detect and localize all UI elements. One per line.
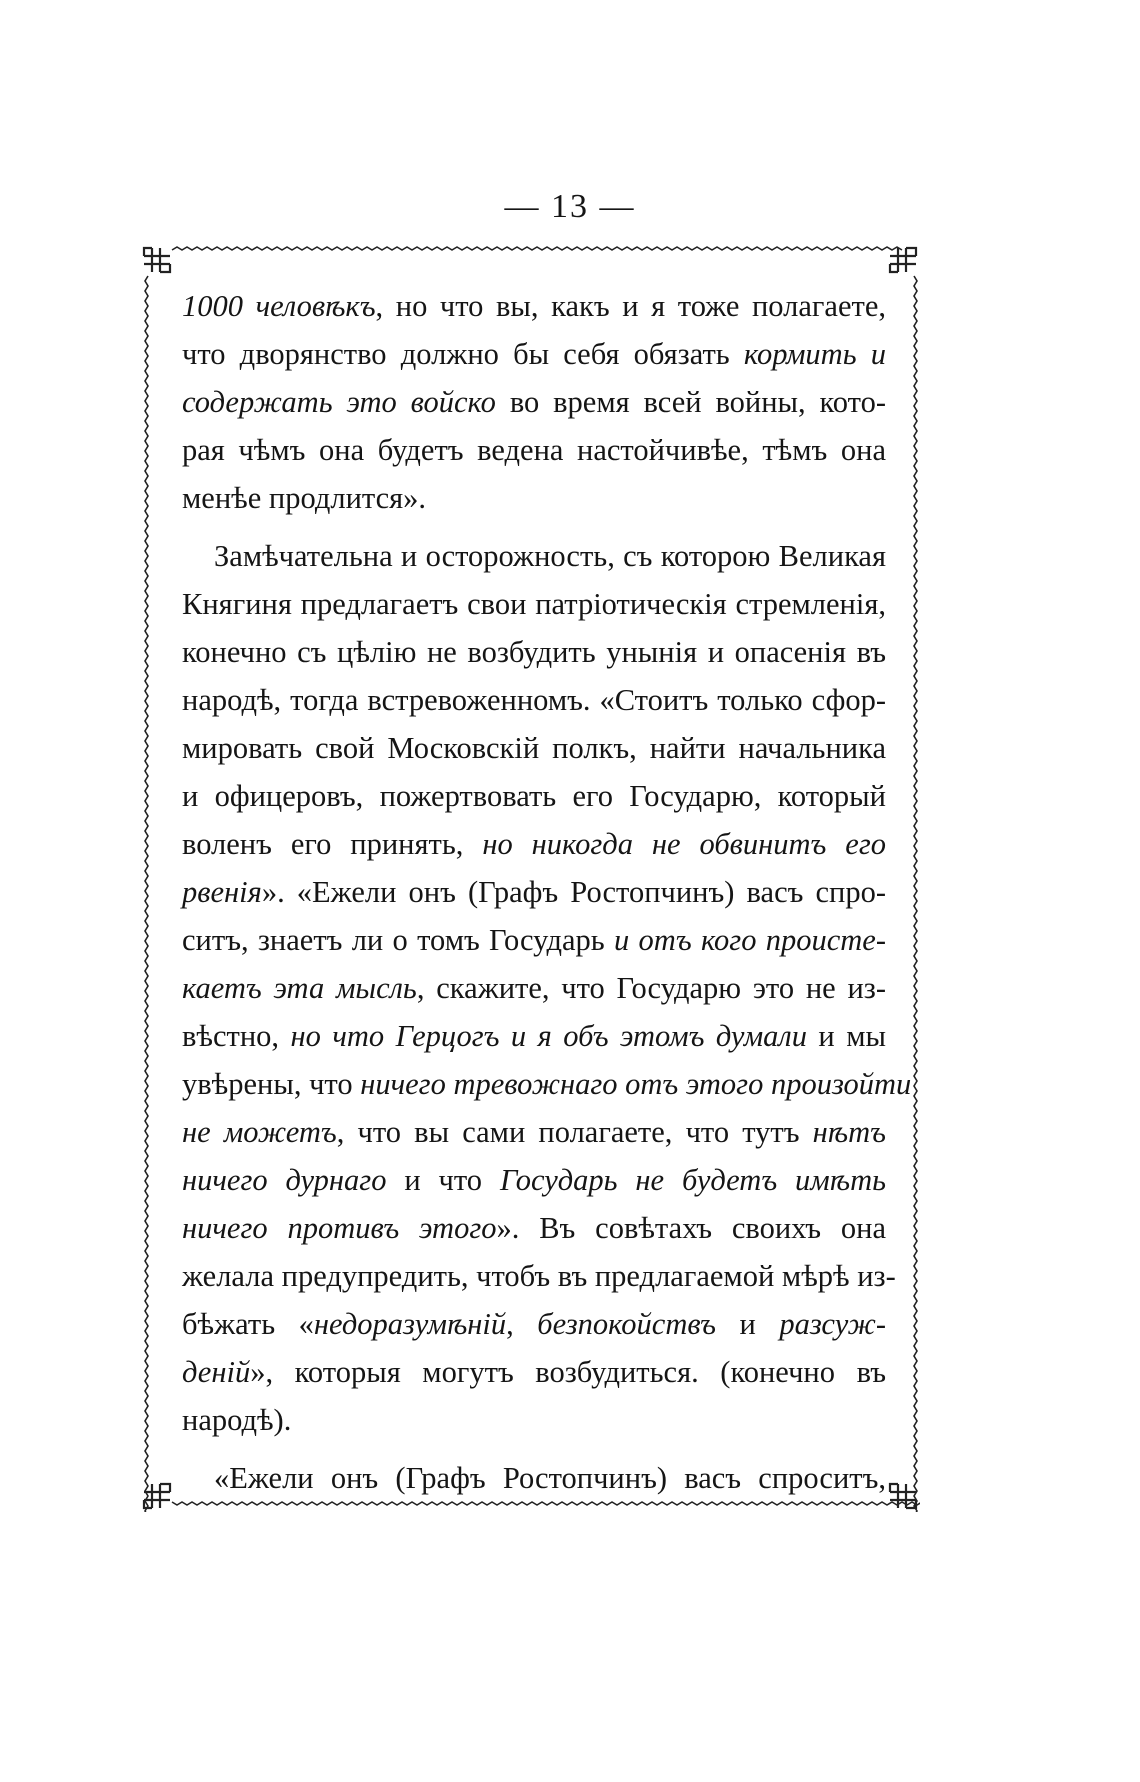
text-line xyxy=(182,1204,886,1252)
text-span: и что xyxy=(386,1163,500,1197)
text-italic: но никогда не обвинитъ его xyxy=(482,827,886,861)
text-span: воленъ его принять, xyxy=(182,827,483,861)
text-line xyxy=(182,580,886,628)
text-line xyxy=(182,532,886,580)
text-line xyxy=(182,1060,912,1108)
corner-ornament-top-left xyxy=(144,248,170,272)
paragraph-2 xyxy=(182,532,912,1444)
text-line xyxy=(182,378,886,426)
text-span: бѣжать « xyxy=(182,1307,314,1341)
text-span: желала предупредить, чтобъ въ предлагаемой мѣрѣ из- xyxy=(182,1259,896,1293)
text-line xyxy=(182,1156,886,1204)
text-line xyxy=(182,1454,886,1502)
text-span: мировать свой Московскій полкъ, найти начальника xyxy=(182,731,886,765)
text-line xyxy=(182,1396,886,1444)
text-line xyxy=(182,1300,886,1348)
text-span: ». Въ совѣтахъ своихъ она xyxy=(496,1211,886,1245)
text-span: , но что вы, какъ и я тоже полагаете, xyxy=(375,289,886,323)
text-span: », которыя могутъ возбудиться. (конечно въ xyxy=(250,1355,886,1389)
border-left xyxy=(145,276,148,1512)
text-line xyxy=(182,1252,896,1300)
text-italic: не можетъ xyxy=(182,1115,337,1149)
text-span: конечно съ цѣлію не возбудить унынія и опасенія въ xyxy=(182,635,886,669)
text-line xyxy=(182,474,886,522)
text-line xyxy=(182,1108,886,1156)
text-span: во время всей войны, кото- xyxy=(495,385,886,419)
text-italic: разсуж- xyxy=(779,1307,887,1341)
corner-ornament-top-right xyxy=(890,248,916,272)
text-span: и мы xyxy=(806,1019,887,1053)
text-line xyxy=(182,282,886,330)
text-italic: и отъ кого происте- xyxy=(614,923,886,957)
text-line xyxy=(182,426,886,474)
text-span: вѣстно, xyxy=(182,1019,291,1053)
text-italic: кормить и xyxy=(743,337,886,371)
text-italic: ничего тревожнаго отъ этого произойти xyxy=(360,1067,912,1101)
text-italic: ничего противъ этого xyxy=(182,1211,497,1245)
text-span: народѣ, тогда встревоженномъ. «Стоитъ только сфор- xyxy=(182,683,886,717)
paragraph-3 xyxy=(182,1454,886,1502)
text-span: рая чѣмъ она будетъ ведена настойчивѣе, тѣмъ она xyxy=(182,433,886,467)
border-right xyxy=(914,276,917,1512)
text-line xyxy=(182,916,886,964)
text-line xyxy=(182,1348,886,1396)
text-line xyxy=(182,1012,886,1060)
text-line xyxy=(182,868,886,916)
corner-ornament-bottom-right xyxy=(890,1484,916,1508)
border-bottom xyxy=(172,1502,920,1505)
text-span: народѣ). xyxy=(182,1403,292,1437)
text-italic: нѣтъ xyxy=(812,1115,886,1149)
text-span: и офицеровъ, пожертвовать его Государю, который xyxy=(182,779,886,813)
text-span: и xyxy=(716,1307,780,1341)
text-line xyxy=(182,964,886,1012)
text-line xyxy=(182,820,886,868)
page-body-text xyxy=(182,282,912,1502)
text-span: Княгиня предлагаетъ свои патріотическія стремленія, xyxy=(182,587,886,621)
border-top xyxy=(172,247,902,250)
text-span: ». «Ежели онъ (Графъ Ростопчинъ) васъ спро- xyxy=(261,875,886,909)
text-italic: Государь не будетъ имѣть xyxy=(499,1163,886,1197)
text-line xyxy=(182,628,886,676)
text-italic: безпокойствъ xyxy=(537,1307,717,1341)
text-italic: деній xyxy=(182,1355,251,1389)
text-span: ситъ, знаетъ ли о томъ Государь xyxy=(182,923,614,957)
text-italic: 1000 человѣкъ xyxy=(182,289,376,323)
text-span: менѣе продлится». xyxy=(182,481,427,515)
text-italic: недоразумѣній xyxy=(313,1307,507,1341)
page-number: — 13 — xyxy=(504,188,636,225)
paragraph-1 xyxy=(182,282,886,522)
text-line xyxy=(182,772,886,820)
text-span: , xyxy=(506,1307,538,1341)
text-span: что дворянство должно бы себя обязать xyxy=(182,337,744,371)
text-italic: ничего дурнаго xyxy=(182,1163,387,1197)
text-span: «Ежели онъ (Графъ Ростопчинъ) васъ спроситъ, xyxy=(214,1461,886,1495)
text-span: , что вы сами полагаете, что тутъ xyxy=(336,1115,813,1149)
text-italic: каетъ эта мысль xyxy=(182,971,417,1005)
text-span: , скажите, что Государю это не из- xyxy=(416,971,887,1005)
text-line xyxy=(182,724,886,772)
text-line xyxy=(182,330,886,378)
text-span: Замѣчательна и осторожность, съ которою Великая xyxy=(214,539,886,573)
text-italic: содержать это войско xyxy=(182,385,496,419)
text-italic: но что Герцогъ и я объ этомъ думали xyxy=(290,1019,807,1053)
text-span: увѣрены, что xyxy=(182,1067,361,1101)
text-italic: рвенія xyxy=(182,875,262,909)
text-line xyxy=(182,676,886,724)
